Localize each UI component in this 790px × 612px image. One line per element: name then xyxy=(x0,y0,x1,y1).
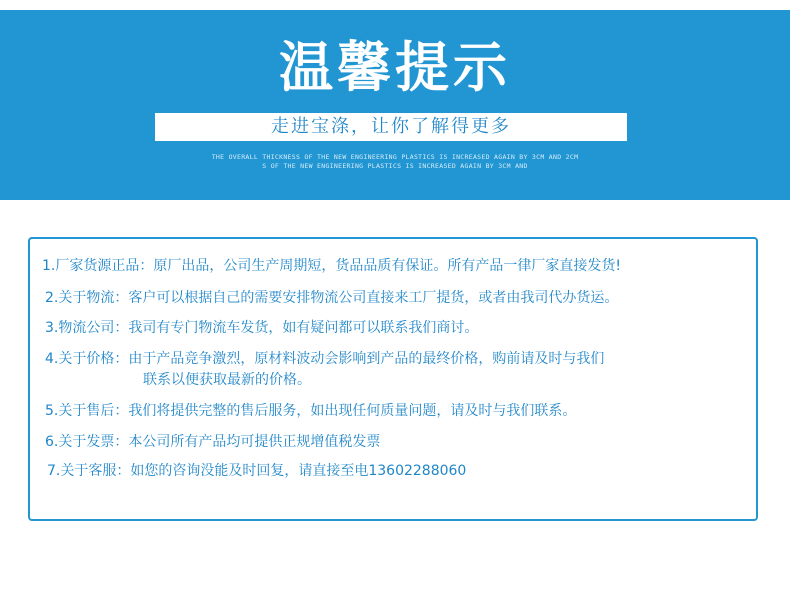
notice-text: 我司有专门物流车发货，如有疑问都可以联系我们商讨。 xyxy=(128,320,479,336)
notice-item-5 xyxy=(45,401,576,422)
notice-label: 厂家货源正品： xyxy=(55,258,154,274)
notice-text: 如您的咨询没能及时回复，请直接至电13602288060 xyxy=(130,463,467,479)
notice-item-4 xyxy=(45,349,604,370)
notice-label: 关于售后： xyxy=(58,403,129,419)
notice-label: 关于客服： xyxy=(60,463,131,479)
notice-label: 关于发票： xyxy=(58,434,129,450)
notice-label: 关于物流： xyxy=(58,290,129,306)
notice-item-3 xyxy=(45,318,478,339)
notice-item-4-continuation: 联系以便获取最新的价格。 xyxy=(143,372,311,388)
notice-number: 3. xyxy=(45,320,59,336)
notice-text: 客户可以根据自己的需要安排物流公司直接来工厂提货，或者由我司代办货运。 xyxy=(128,290,619,306)
banner-english-line-2: S OF THE NEW ENGINEERING PLASTICS IS INCREASED AGAIN BY 3CM AND xyxy=(262,162,528,170)
notice-item-2 xyxy=(45,288,618,309)
notice-number: 2. xyxy=(45,290,59,306)
notice-item-1 xyxy=(42,256,621,277)
banner-english-text xyxy=(140,153,650,171)
banner-english-line-1: THE OVERALL THICKNESS OF THE NEW ENGINEERING PLASTICS IS INCREASED AGAIN BY 3CM AND 2CM xyxy=(211,153,579,161)
banner-title: 温馨提示 xyxy=(279,36,511,99)
notice-label: 物流公司： xyxy=(58,320,129,336)
notice-label: 关于价格： xyxy=(58,351,129,367)
notice-number: 7. xyxy=(47,463,61,479)
notice-text: 本公司所有产品均可提供正规增值税发票 xyxy=(128,434,381,450)
notice-item-6 xyxy=(45,432,380,453)
header-banner xyxy=(0,10,790,200)
notice-number: 1. xyxy=(42,258,56,274)
notice-text: 原厂出品，公司生产周期短，货品品质有保证。所有产品一律厂家直接发货! xyxy=(153,258,621,274)
notice-number: 6. xyxy=(45,434,59,450)
notice-text: 由于产品竞争激烈，原材料波动会影响到产品的最终价格，购前请及时与我们 xyxy=(128,351,605,367)
notice-text: 我们将提供完整的售后服务，如出现任何质量问题，请及时与我们联系。 xyxy=(128,403,577,419)
banner-subtitle: 走进宝涤，让你了解得更多 xyxy=(155,113,627,141)
notice-number: 5. xyxy=(45,403,59,419)
notice-number: 4. xyxy=(45,351,59,367)
notice-item-7 xyxy=(47,461,466,482)
